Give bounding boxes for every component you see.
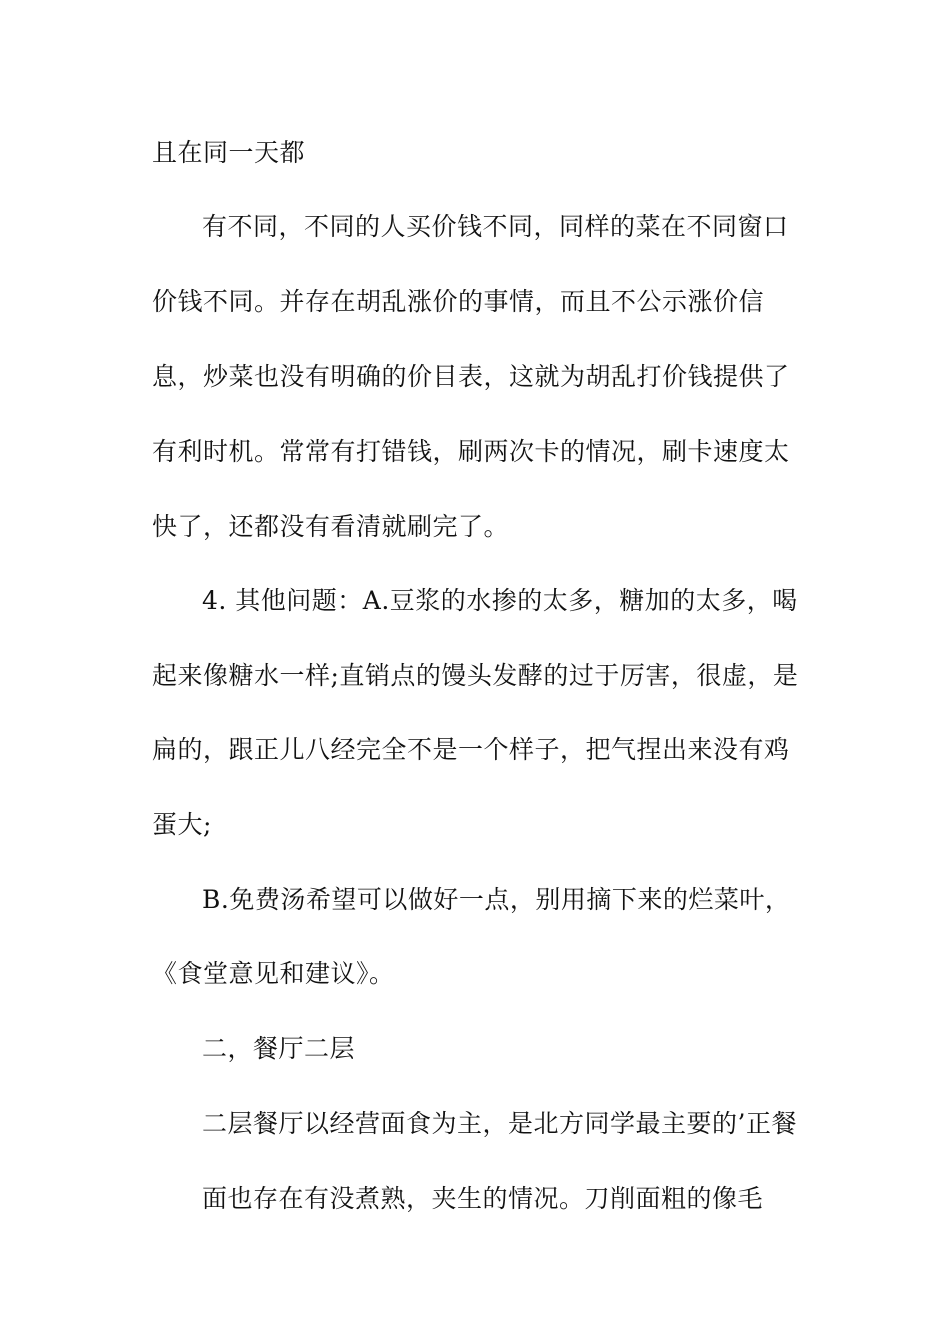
text-line: B.免费汤希望可以做好一点，别用摘下来的烂菜叶， (202, 885, 791, 914)
text-line: 面也存在有没煮熟，夹生的情况。刀削面粗的像毛 (202, 1184, 764, 1213)
text-line: 起来像糖水一样;直销点的馒头发酵的过于厉害，很虚，是 (152, 661, 799, 690)
text-line: 价钱不同。并存在胡乱涨价的事情，而且不公示涨价信 (152, 287, 765, 316)
text-line: 有不同，不同的人买价钱不同，同样的菜在不同窗口 (202, 212, 789, 241)
text-line: 快了，还都没有看清就刷完了。 (152, 512, 510, 541)
text-line: 且在同一天都 (152, 138, 306, 167)
text-line: 4. 其他问题：A.豆浆的水掺的太多，糖加的太多，喝 (202, 586, 798, 615)
text-line: 有利时机。常常有打错钱，刷两次卡的情况，刷卡速度太 (152, 437, 790, 466)
text-line: 息，炒菜也没有明确的价目表，这就为胡乱打价钱提供了 (152, 362, 790, 391)
section-heading: 二，餐厅二层 (202, 1034, 356, 1063)
text-line: 《食堂意见和建议》。 (152, 959, 395, 988)
text-line: 蛋大; (152, 810, 212, 839)
text-line: 二层餐厅以经营面食为主，是北方同学最主要的’正餐 (202, 1109, 797, 1138)
text-line: 扁的，跟正儿八经完全不是一个样子，把气捏出来没有鸡 (152, 735, 790, 764)
